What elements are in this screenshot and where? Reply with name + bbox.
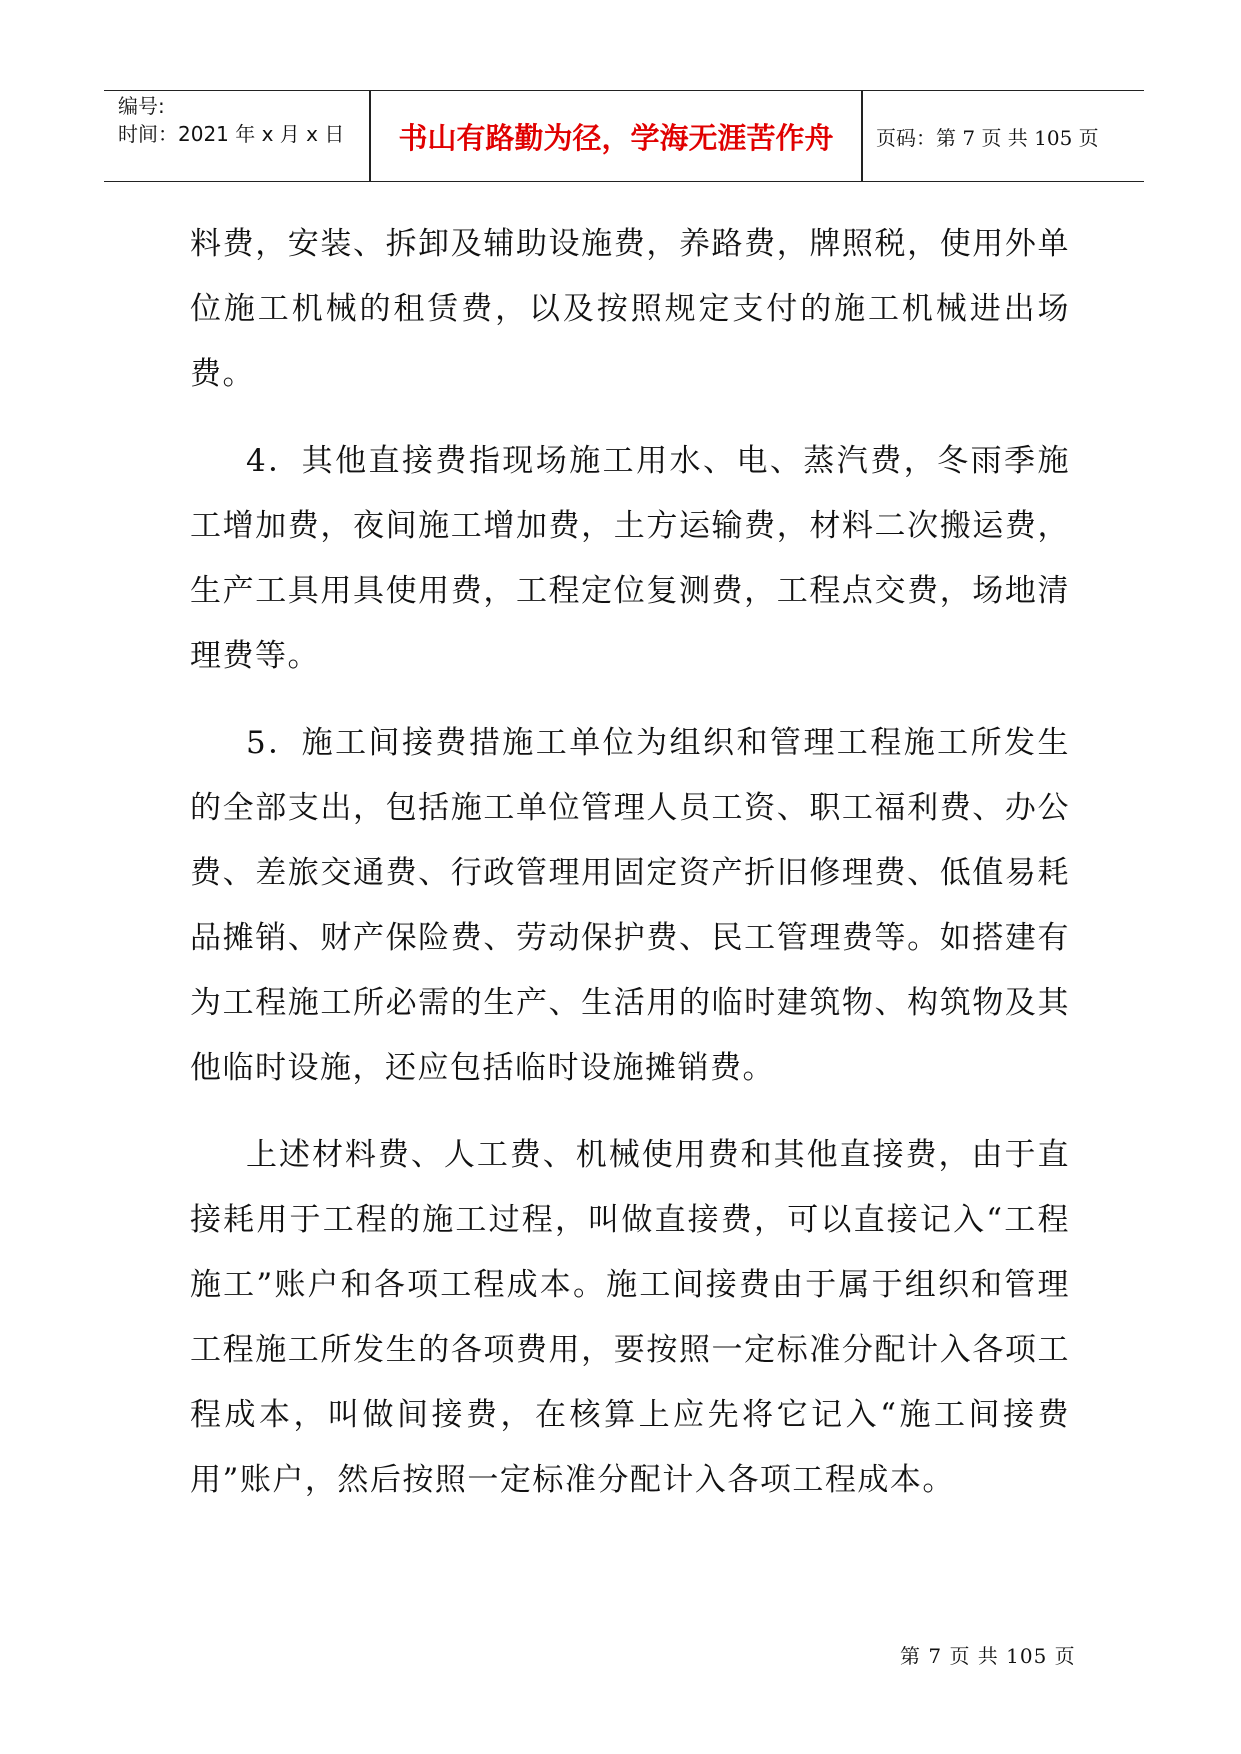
header-page-info: 页码：第 7 页 共 105 页 <box>876 125 1099 150</box>
page-footer: 第 7 页 共 105 页 <box>900 1644 1076 1668</box>
paragraph-4: 上述材料费、人工费、机械使用费和其他直接费，由于直接耗用于工程的施工过程，叫做直接费，可以直接记入“工程施工”账户和各项工程成本。施工间接费由于属于组织和管理工程施工所发生的各项费用，要按照一定标准分配计入各项工程成本，叫做间接费，在核算上应先将它记入“施工间接费用”账户，然后按照一定标准分配计入各项工程成本。 <box>190 1137 1070 1498</box>
document-body <box>190 212 1070 1535</box>
document-number-label: 编号: <box>118 94 165 118</box>
paragraph-2: 4．其他直接费指现场施工用水、电、蒸汽费，冬雨季施工增加费，夜间施工增加费，土方运输费，材料二次搬运费，生产工具用具使用费，工程定位复测费，工程点交费，场地清理费等。 <box>190 443 1070 674</box>
paragraph-3: 5．施工间接费措施工单位为组织和管理工程施工所发生的全部支出，包括施工单位管理人员工资、职工福利费、办公费、差旅交通费、行政管理用固定资产折旧修理费、低值易耗品摊销、财产保险费、劳动保护费、民工管理费等。如搭建有为工程施工所必需的生产、生活用的临时建筑物、构筑物及其他临时设施，还应包括临时设施摊销费。 <box>190 725 1070 1086</box>
header-divider-right <box>861 91 863 181</box>
paragraph-1: 料费，安装、拆卸及辅助设施费，养路费，牌照税，使用外单位施工机械的租赁费，以及按照规定支付的施工机械进出场费。 <box>190 226 1070 392</box>
header-motto: 书山有路勤为径，学海无涯苦作舟 <box>398 120 834 155</box>
document-time-label: 时间：2021 年 x 月 x 日 <box>118 122 345 146</box>
page-header <box>104 90 1144 182</box>
